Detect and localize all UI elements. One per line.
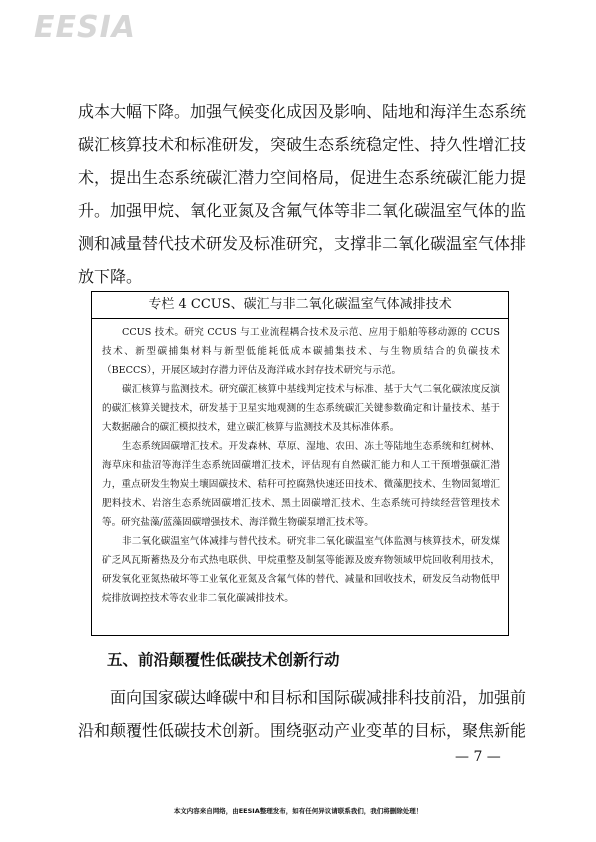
box-paragraph-carbon-sink-accounting: 碳汇核算与监测技术。研究碳汇核算中基线判定技术与标准、基于大气二氧化碳浓度反演的碳汇核算关键技术，研发基于卫星实地观测的生态系统碳汇关键参数确定和计量技术、基于大数据融合的碳汇模拟技术，建立碳汇核算与监测技术及其标准体系。 xyxy=(102,384,500,433)
body-paragraph-1: 成本大幅下降。加强气候变化成因及影响、陆地和海洋生态系统碳汇核算技术和标准研发，突破生态系统稳定性、持久性增汇技术，提出生态系统碳汇潜力空间格局，促进生态系统碳汇能力提升。加强甲烷、氧化亚氮及含氟气体等非二氧化碳温室气体的监测和减量替代技术研发及标准研究，支撑非二氧化碳温室气体排放下降。 xyxy=(78,102,527,286)
page-number: — 7 — xyxy=(455,749,501,765)
footer-disclaimer: 本文内容来自网络，由EESIA整理发布，如有任何异议请联系我们，我们将删除处理！ xyxy=(173,807,423,815)
eesia-logo: EESIA xyxy=(34,10,136,45)
box-body xyxy=(92,319,508,608)
box-title: 专栏 4 CCUS、碳汇与非二氧化碳温室气体减排技术 xyxy=(92,292,508,319)
sidebar-box-4 xyxy=(91,291,509,636)
box-paragraph-ecosystem-sequestration: 生态系统固碳增汇技术。开发森林、草原、湿地、农田、冻土等陆地生态系统和红树林、海草床和盐沼等海洋生态系统固碳增汇技术，评估现有自然碳汇能力和人工干预增强碳汇潜力，重点研发生物炭土壤固碳技术、秸秆可控腐熟快速还田技术、微藻肥技术、生物固氮增汇肥料技术、岩溶生态系统固碳增汇技术、黑土固碳增汇技术、生态系统可持续经营管理技术等。研究盐藻/蓝藻固碳增强技术、海洋微生物碳泵增汇技术等。 xyxy=(102,441,500,528)
section-heading-5: 五、前沿颠覆性低碳技术创新行动 xyxy=(107,651,340,669)
box-paragraph-ccus: CCUS 技术。研究 CCUS 与工业流程耦合技术及示范、应用于船舶等移动源的 CCUS 技术、新型碳捕集材料与新型低能耗低成本碳捕集技术、与生物质结合的负碳技术（BECCS），开展区域封存潜力评估及海洋咸水封存技术研究与示范。 xyxy=(102,327,500,376)
box-paragraph-non-co2-reduction: 非二氧化碳温室气体减排与替代技术。研究非二氧化碳温室气体监测与核算技术，研发煤矿乏风瓦斯蓄热及分布式热电联供、甲烷重整及制氢等能源及废弃物领域甲烷回收利用技术，研发氧化亚氮热破坏等工业氧化亚氮及含氟气体的替代、减量和回收技术，研发反刍动物低甲烷排放调控技术等农业非二氧化碳减排技术。 xyxy=(102,536,500,604)
body-paragraph-2: 面向国家碳达峰碳中和目标和国际碳减排科技前沿，加强前沿和颠覆性低碳技术创新。围绕驱动产业变革的目标，聚焦新能 xyxy=(78,688,527,740)
